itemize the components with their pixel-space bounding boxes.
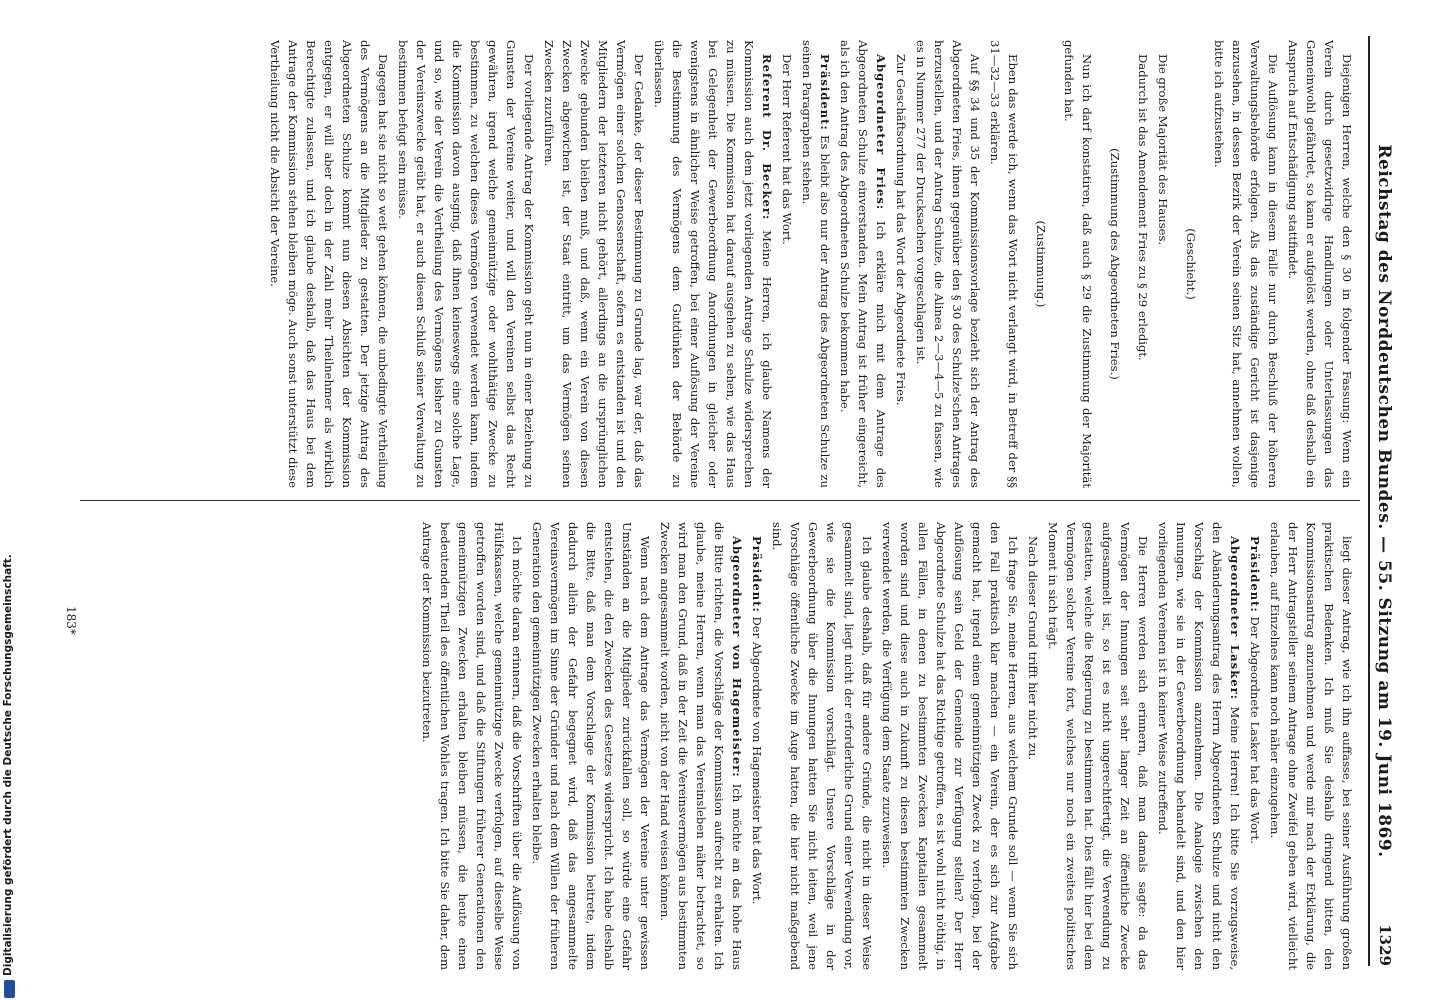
speaker-name: Referent Dr. Becker:	[760, 54, 774, 221]
right-paragraph: Abgeordneter von Hagemeister: Ich möchte an das hohe Haus die Bitte richten, die Vorschläge der Kommission aufrecht zu erhalten. Ich glaube, meine Herren, wenn man das Vereinsleben näher betrachtet, so wird man den Grund, daß in der Zeit die Vereinsvermögen aus bestimmten Zwecken angesammelt worden, nicht von der Hand weisen können.	[658, 522, 744, 970]
right-paragraph: Die Herren werden sich erinnern, daß man damals sagte: da das Vermögen der Innungen seit sehr langer Zeit an öffentliche Zwecke aufgesammelt ist, so ist es nicht ungerechtfertigt, die Verwendung zu gestatten, welche die Regierung zu bestimmen hat. Dies fällt hier bei dem Vermögen solcher Vereine fort, welches nur noch ein zweites politisches Moment in sich trägt.	[1046, 522, 1150, 970]
speaker-name: Präsident:	[1248, 536, 1262, 613]
left-paragraph: Dadurch ist das Amendement Fries zu § 29 erledigt.	[1136, 54, 1150, 361]
right-column	[76, 522, 1356, 970]
dfg-logo-icon	[4, 980, 15, 998]
left-paragraph: Zur Geschäftsordnung hat das Wort der Abgeordnete Fries.	[894, 54, 908, 406]
speaker-name: Abgeordneter von Hagemeister:	[730, 536, 744, 778]
left-paragraph: Diejenigen Herren, welche den § 30 in folgender Fassung: Wenn ein Verein durch gesetzwidrige Handlungen oder Unterlassungen das Gemeinwohl gefährdet, so kann er aufgelöst werden, ohne daß deshalb ein Anspruch auf Entschädigung stattfindet.	[1286, 40, 1354, 488]
right-paragraph: Präsident: Der Abgeordnete von Hagemeister hat das Wort.	[750, 536, 764, 905]
right-paragraph: Präsident: Der Abgeordnete Lasker hat das Wort.	[1248, 536, 1262, 844]
left-paragraph: Der Herr Referent hat das Wort.	[780, 54, 794, 245]
left-paragraph: (Geschieht.)	[1184, 228, 1198, 300]
page-header	[1368, 36, 1400, 966]
speaker-name: Abgeordneter Lasker:	[1228, 536, 1242, 700]
signature-mark: 183*	[64, 606, 78, 635]
rotated-page	[55, 6, 1400, 996]
right-paragraph: Abgeordneter Lasker: Meine Herren! Ich bitte Sie vorzugsweise, den Abänderungsantrag des Herrn Abgeordneten Schulze und nicht den Vorschlag der Kommission anzunehmen. Die Analogie zwischen den Innungen, wie sie in der Gewerbeordnung behandelt sind, und den hier vorliegenden Vereinen ist in keiner Weise zutreffend.	[1156, 522, 1242, 970]
speaker-name: Präsident:	[750, 536, 764, 613]
right-paragraph: Ich möchte daran erinnern, daß die Vorschriften über die Auflösung von Hülfskassen, welche gemeinnützige Zwecke verfolgen, auf dieselbe Weise getroffen worden sind, und daß die Stiftungen früherer Generationen den gemeinnützigen Zwecken erhalten bleiben müssen, die heute einen bedeutenden Theil des öffentlichen Wohles tragen. Ich bitte Sie daher, dem Antrage der Kommission beizutreten.	[420, 522, 524, 970]
right-paragraph: Ich glaube deshalb, daß für andere Gründe, die nicht in dieser Weise gesammelt sind, liegt nicht der erforderliche Grund einer Verwendung vor, wie sie die Kommission vorschlägt. Unsere Vorschläge in der Gewerbeordnung über die Innungen hatten Sie nicht leiten, weil jene Vorschläge öffentliche Zwecke im Auge hatten, die hier nicht maßgebend sind.	[770, 522, 874, 970]
left-paragraph: Der Gedanke, der dieser Bestimmung zu Grunde lag, war der, daß das Vermögen einer solchen Genossenschaft, sofern es entstanden ist und den Mitgliedern der letzteren nicht gehört, allerdings an die ursprünglichen Zwecke gebunden bleiben muß, und daß, wenn ein Verein von diesen Zwecken abgewichen ist, der Staat eintritt, um das Vermögen seinen Zwecken zuzuführen.	[542, 40, 646, 488]
left-paragraph: Abgeordneter Fries: Ich erkläre mich mit dem Antrage des Abgeordneten Schulze einverstanden. Mein Antrag ist früher eingereicht, als ich den Antrag des Abgeordneten Schulze bekommen habe.	[838, 40, 888, 488]
column-divider	[80, 500, 1360, 501]
left-paragraph: Der vorliegende Antrag der Kommission geht nun in einer Beziehung zu Gunsten der Vereine weiter, und will den Vereinen selbst das Recht gewähren, irgend welche gemeinnützige oder wohlthätige Zwecke zu bestimmen, zu welchen dieses Vermögen verwendet werden kann, indem die Kommission davon ausging, daß ihnen keineswegs eine solche Lage, und so, wie der Verein die Vertheilung des Vermögens bisher zu Gunsten der Vereinszwecke geübt hat, er auch diesen Schluß seiner Verwaltung zu bestimmen befugt sein müsse.	[396, 40, 536, 488]
speaker-name: Präsident:	[818, 54, 832, 131]
left-paragraph: Die Auflösung kann in diesem Falle nur durch Beschluß der höheren Verwaltungsbehörde erfolgen. Als das zuständige Gericht ist dasjenige anzusehen, in dessen Bezirk der Verein seinen Sitz hat, annehmen wollen, bitte ich aufzustehen.	[1212, 40, 1280, 488]
left-paragraph: (Zustimmung.)	[1034, 220, 1048, 308]
page-title: Reichstag des Norddeutschen Bundes. — 55. Sitzung am 19. Juni 1869.	[1374, 144, 1394, 858]
left-paragraph: Präsident: Es bleibt also nur der Antrag des Abgeordneten Schulze zu seinen Paragraphen stehen.	[800, 40, 832, 488]
margin-strip	[2, 0, 16, 1000]
left-paragraph: Nun ich darf konstatiren, daß auch § 29 die Zustimmung der Majorität gefunden hat.	[1062, 40, 1094, 488]
speaker-name: Abgeordneter Fries:	[874, 54, 888, 211]
left-column	[76, 40, 1356, 488]
page-number: 1329	[1376, 924, 1394, 966]
right-paragraph: Ich frage Sie, meine Herren, aus welchem Grunde soll — wenn Sie sich den Fall praktisch klar machen — ein Verein, der es sich zur Aufgabe gemacht hat, irgend einen gemeinnützigen Zweck zu verfolgen, bei der Auflösung sein Geld der Gemeinde zur Verfügung stellen? Der Herr Abgeordnete Schulze hat das Richtige getroffen, es ist wohl nicht nöthig, in allen Fällen, in denen zu bestimmten Zwecken Kapitalien gesammelt worden sind und diese auch in Zukunft zu diesen bestimmten Zwecken verwendet werden, die Verfügung dem Staate zuzuweisen.	[880, 522, 1020, 970]
right-paragraph: Wenn nach dem Antrage das Vermögen der Vereine unter gewissen Umständen an die Mitglieder zurückfallen soll, so würde eine Gefahr entstehen, die den Zwecken des Gesetzes widerspricht. Ich habe deshalb die Bitte, daß man dem Vorschlage der Kommission beitrete, indem dadurch allein der Gefahr begegnet wird, daß das angesammelte Vereinsvermögen im Sinne der Gründer und nach dem Willen der früheren Generation den gemeinnützigen Zwecken erhalten bleibe.	[530, 522, 652, 970]
left-paragraph: Die große Majorität des Hauses.	[1156, 54, 1170, 246]
right-paragraph: Nach dieser Grund trifft hier nicht zu.	[1026, 536, 1040, 761]
left-paragraph: Referent Dr. Becker: Meine Herren, ich glaube Namens der Kommission auch dem jetzt vorliegenden Antrage Schulze widersprechen zu müssen. Die Kommission hat darauf ausgehen zu sehen, wie das Haus bei Gelegenheit der Gewerbeordnung Anordnungen in gleicher oder wenigstens in ähnlicher Weise getroffen, bei einer Auflösung der Vereine die Bestimmung des Vermögens dem Gutdünken der Behörde zu überlassen.	[652, 40, 774, 488]
digitization-credit: Digitalisierung gefördert durch die Deutsche Forschungsgemeinschaft.	[2, 554, 14, 976]
left-paragraph: (Zustimmung des Abgeordneten Fries.)	[1108, 148, 1122, 380]
right-paragraph: liegt dieser Antrag, wie ich ihn auffasse, bei seiner Ausführung großen praktischen Bedenken. Ich muß Sie deshalb dringend bitten, den Kommissionsantrag anzunehmen und werde mir nach der Erklärung, die der Herr Antragsteller seinem Antrage ohne Zweifel geben wird, vielleicht erlauben, auf Einzelnes kann noch näher einzugehen.	[1268, 522, 1354, 970]
left-paragraph: Dagegen hat sie nicht so weit gehen können, die unbedingte Vertheilung des Vermögens an die Mitglieder zu gestatten. Der jetzige Antrag des Abgeordneten Schulze kommt nun diesen Absichten der Kommission entgegen, er will aber doch in der Zahl mehr Theilnehmer als wirklich Berechtigte zulassen, und ich glaube deshalb, daß das Haus bei dem Antrage der Kommission stehen bleiben möge. Auch sonst unterstützt diese Vertheilung nicht die Absicht der Vereine.	[268, 40, 390, 488]
left-paragraph: Eben das werde ich, wenn das Wort nicht verlangt wird, in Betreff der §§ 31—32—33 erklären.	[988, 40, 1020, 488]
left-paragraph: Auf §§ 34 und 35 der Kommissionsvorlage bezieht sich der Antrag des Abgeordneten Fries, ihnen gegenüber den § 30 des Schulze'schen Antrages herzustellen, und der Antrag Schulze, die Alinea 2—3—4—5 zu fassen, wie es in Nummer 277 der Drucksachen vorgeschlagen ist.	[914, 40, 982, 488]
